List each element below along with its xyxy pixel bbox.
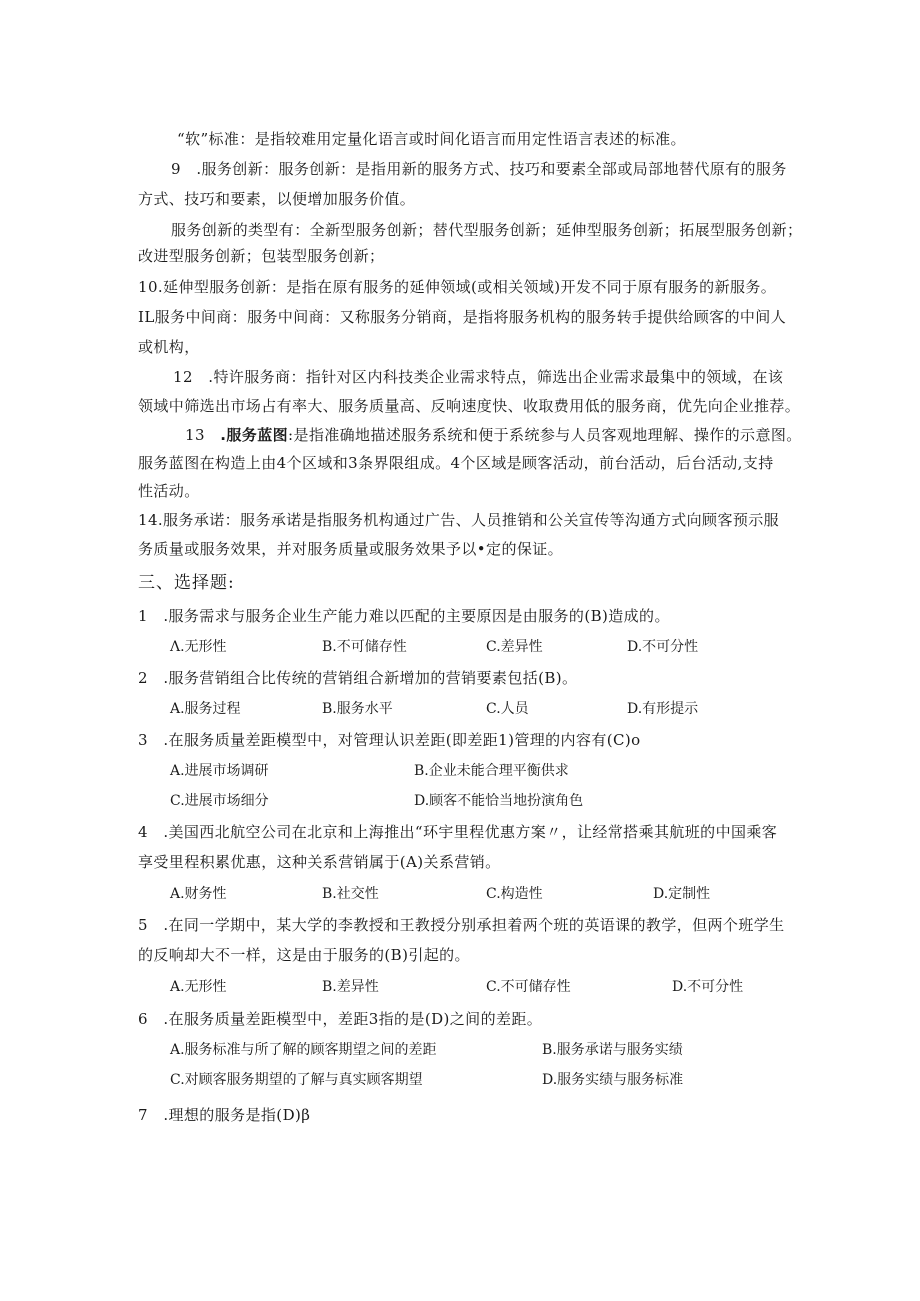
option-a: A.无形性 — [170, 979, 227, 995]
item-9-line-2: 方式、技巧和要素，以便增加服务价值。 — [138, 190, 416, 208]
option-d: D.不可分性 — [627, 639, 699, 655]
item-14-line-1: 14.服务承诺：服务承诺是指服务机构通过广告、人员推销和公关宣传等沟通方式向顾客预示服 — [138, 511, 780, 529]
item-11-line-1: IL服务中间商：服务中间商：又称服务分销商，是指将服务机构的服务转手提供给顾客的中间人 — [138, 308, 787, 326]
question-4-stem-line-1: 4 .美国西北航空公司在北京和上海推出“环宇里程优惠方案〃，让经常搭乘其航班的中国乘客 — [138, 823, 778, 841]
option-a: A.服务标准与所了解的顾客期望之间的差距 — [170, 1042, 437, 1058]
item-12-line-2: 领域中筛选出市场占有率大、服务质量高、反响速度快、收取费用低的服务商，优先向企业推荐。 — [138, 397, 801, 415]
soft-standard-definition: “软”标准：是指较难用定量化语言或时间化语言而用定性语言表述的标准。 — [177, 130, 686, 148]
option-a: A.进展市场调研 — [170, 763, 269, 779]
item-13-line-1 — [185, 425, 802, 445]
option-c: C.人员 — [486, 701, 529, 717]
question-7-stem: 7 .理想的服务是指(D)β — [138, 1106, 311, 1124]
option-b: B.差异性 — [322, 979, 379, 995]
option-d: D.顾客不能恰当地扮演角色 — [414, 793, 584, 809]
option-d: D.定制性 — [653, 886, 711, 902]
option-d: D.服务实绩与服务标准 — [542, 1072, 684, 1088]
item-9-line-1: 9 .服务创新：服务创新：是指用新的服务方式、技巧和要素全部或局部地替代原有的服务 — [171, 160, 787, 178]
option-c: C.不可储存性 — [486, 979, 571, 995]
innovation-types-line-1: 服务创新的类型有：全新型服务创新；替代型服务创新；延伸型服务创新；拓展型服务创新； — [171, 221, 803, 239]
question-1-stem: 1 .服务需求与服务企业生产能力难以匹配的主要原因是由服务的(B)造成的。 — [138, 607, 670, 625]
option-c: C.进展市场细分 — [170, 793, 269, 809]
question-3-stem: 3 .在服务质量差距模型中，对管理认识差距(即差距1)管理的内容有(C)o — [138, 731, 641, 749]
item-13-number: 13 — [185, 426, 221, 444]
option-b: B.不可储存性 — [322, 639, 407, 655]
option-b: B.服务水平 — [322, 701, 393, 717]
item-11-line-2: 或机构， — [138, 338, 200, 356]
option-a: Λ.无形性 — [170, 639, 227, 655]
question-4-stem-line-2: 享受里程积累优惠，这种关系营销属于(A)关系营销。 — [138, 853, 501, 871]
question-5-stem-line-2: 的反响却大不一样，这是由于服务的(B)引起的。 — [138, 946, 470, 964]
option-b: B.社交性 — [322, 886, 379, 902]
option-b: B.服务承诺与服务实绩 — [542, 1042, 683, 1058]
question-2-stem: 2 .服务营销组合比传统的营销组合新增加的营销要素包括(B)。 — [138, 669, 578, 687]
option-d: D.有形提示 — [627, 701, 699, 717]
item-14-line-2: 务质量或服务效果，并对服务质量或服务效果予以•定的保证。 — [138, 540, 564, 558]
item-13-line-3: 性活动。 — [138, 482, 200, 500]
item-10: 10.延伸型服务创新：是指在原有服务的延伸领域(或相关领域)开发不同于原有服务的新服务。 — [138, 278, 777, 296]
item-13-term: .服务蓝图 — [220, 426, 288, 444]
innovation-types-line-2: 改进型服务创新；包装型服务创新； — [138, 247, 385, 265]
option-d: D.不可分性 — [672, 979, 744, 995]
option-c: C.构造性 — [486, 886, 543, 902]
option-a: A.服务过程 — [170, 701, 241, 717]
option-a: A.财务性 — [170, 886, 227, 902]
item-13-line-2: 服务蓝图在构造上由4个区域和3条界限组成。4个区域是顾客活动，前台活动，后台活动,支持 — [138, 454, 774, 472]
section-heading: 三、选择题: — [138, 573, 235, 593]
question-5-stem-line-1: 5 .在同一学期中，某大学的李教授和王教授分别承担着两个班的英语课的教学，但两个班学生 — [138, 916, 785, 934]
option-c: C.对顾客服务期望的了解与真实顾客期望 — [170, 1072, 423, 1088]
option-c: C.差异性 — [486, 639, 543, 655]
question-6-stem: 6 .在服务质量差距模型中，差距3指的是(D)之间的差距。 — [138, 1010, 543, 1028]
item-12-line-1: 12 .特许服务商：指针对区内科技类企业需求特点，筛选出企业需求最集中的领域，在该 — [173, 368, 784, 386]
item-13-definition: :是指准确地描述服务系统和便于系统参与人员客观地理解、操作的示意图。 — [288, 426, 802, 444]
option-b: B.企业未能合理平衡供求 — [414, 763, 569, 779]
